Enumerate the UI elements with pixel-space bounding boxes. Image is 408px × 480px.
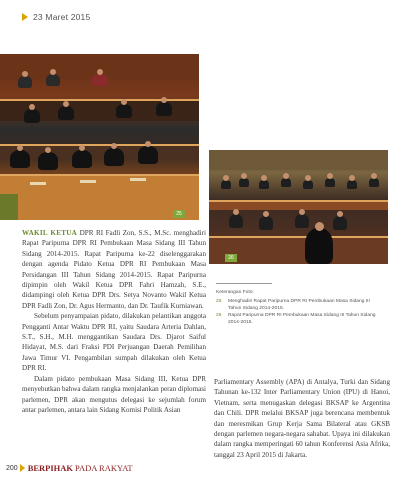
article-paragraph: Sebelum penyampaian pidato, dilakukan pelantikan anggota Pengganti Antar Waktu DPR RI, yaitu Saudara Arteria Dahlan, S.T., S.H., M.H. menggantikan Saudara Drs. Djarot Saiful Hidayat, M.S. dari Fraksi PDI Perjuangan Daerah Pemilihan Jawa Timur VI. Pengambilan sumpah dilakukan oleh Ketua DPR RI. xyxy=(22,312,206,373)
flower-arrangement xyxy=(0,194,18,220)
article-paragraph: Parliamentary Assembly (APA) di Antalya, Turki dan Sidang Tahunan ke-132 Inter Parliamentary Union (IPU) di Hanoi, Vietnam, serta menugaskan delegasi BKSAP ke Argentina dan Chili. DPR melalui BKSAP juga berencana membentuk dan meresmikan Grup Kerja Sama Bilateral atau GKSB dengan parlemen negara-negara sahabat. Upaya ini dilakukan dalam rangka memperingati 60 tahun Konferensi Asia Afrika, tanggal 23 April 2015 di Jakarta. xyxy=(214,378,390,459)
page-number: 200 xyxy=(6,464,18,472)
caption-title: Keterangan Foto: xyxy=(216,290,254,295)
caption-text: Menghadiri Rapat Paripurna DPR RI Pembukaan Masa Sidang III Tahun Sidang 2014-2015. xyxy=(228,299,370,311)
photo-plenary-leadership xyxy=(0,54,199,220)
article-paragraph xyxy=(22,228,206,311)
caption-num: 26 xyxy=(216,313,222,318)
lead-text: WAKIL KETUA xyxy=(22,229,78,237)
paragraph-text: DPR RI Fadli Zon, S.S., M.Sc. menghadiri Rapat Paripurna DPR RI Pembukaan Masa Sidang III Tahun Sidang 2014-2015. Rapat Paripurna ke-22 diselenggarakan dengan agenda Pidato Ketua DPR RI Pembukaan Masa Persidangan III Tahun Sidang 2014-2015. Rapat Paripurna dipimpin oleh Wakil Ketua DPR Fahri Hamzah, S.E., didampingi oleh Ketua DPR Drs. Setya Novanto Wakil Ketua DPR Fadli Zon, Dr. Agus Hermanto, dan Dr. Taufik Kurniawan. xyxy=(22,229,206,310)
page-footer xyxy=(6,462,133,474)
caption-divider xyxy=(216,283,272,284)
article-column-right xyxy=(214,377,390,460)
triangle-marker-icon xyxy=(22,13,28,21)
caption-num: 25 xyxy=(216,299,222,304)
date-text: 23 Maret 2015 xyxy=(33,12,91,22)
brand-text: PADA RAKYAT xyxy=(75,463,133,473)
photo-tag: 26 xyxy=(225,254,237,262)
article-column-left xyxy=(22,228,206,415)
brand-text: BERPIHAK xyxy=(27,463,74,473)
photo-caption xyxy=(216,283,384,326)
caption-item xyxy=(216,298,384,312)
date-header xyxy=(22,10,90,24)
photo-tag: 25 xyxy=(173,210,185,218)
triangle-marker-icon xyxy=(20,464,25,472)
photo-plenary-audience xyxy=(209,150,388,264)
caption-text: Rapat Paripurna DPR RI Pembukaan Masa Sidang III Tahun Sidang 2014-2015. xyxy=(228,313,376,325)
caption-item xyxy=(216,312,384,326)
article-paragraph: Dalam pidato pembukaan Masa Sidang III, Ketua DPR menyebutkan bahwa dalam rangka menjalankan peran diplomasi parlemen, DPR akan mengutus delegasi ke sejumlah forum antar parlemen, antara lain Sidang Komisi Politik Asian xyxy=(22,374,206,414)
